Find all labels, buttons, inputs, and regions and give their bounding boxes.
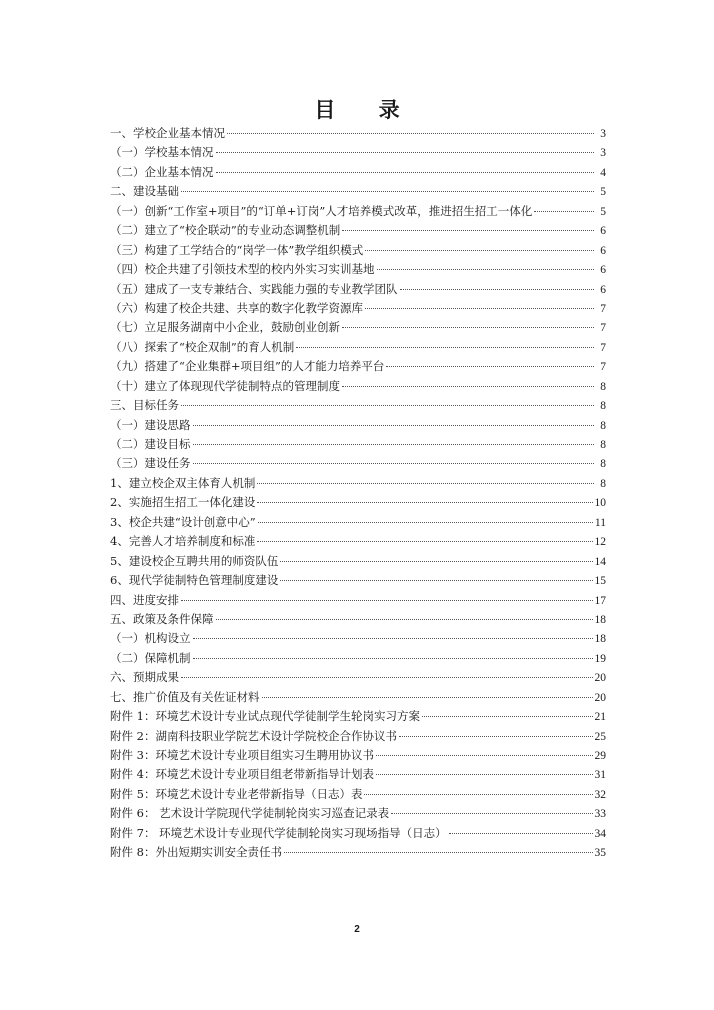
toc-entry-page: 15 — [594, 575, 606, 588]
toc-entry-page: 8 — [600, 400, 606, 413]
toc-entry-page: 7 — [600, 322, 606, 335]
toc-entry-page: 6 — [600, 283, 606, 296]
toc-leader-dots — [181, 677, 593, 678]
toc-entry-page: 3 — [600, 128, 606, 140]
toc-entry-label: 附件 2：湖南科技职业学院艺术设计学院校企合作协议书 — [110, 728, 397, 743]
toc-entry[interactable] — [110, 649, 606, 668]
toc-entry-page: 4 — [600, 166, 606, 179]
toc-leader-dots — [181, 405, 594, 406]
toc-leader-dots — [365, 308, 594, 309]
toc-leader-dots — [227, 133, 594, 134]
toc-entry[interactable] — [110, 124, 606, 143]
toc-entry-page: 7 — [600, 302, 606, 315]
toc-entry-page: 8 — [600, 458, 606, 471]
toc-leader-dots — [449, 833, 593, 834]
toc-entry-label: （二）保障机制 — [110, 650, 191, 665]
toc-entry-page: 32 — [594, 788, 606, 801]
toc-entry-page: 6 — [600, 225, 606, 238]
toc-entry-page: 18 — [594, 633, 606, 646]
toc-entry[interactable] — [110, 591, 606, 610]
toc-entry-page: 6 — [600, 244, 606, 257]
toc-entry[interactable] — [110, 318, 606, 337]
toc-title: 目 录 — [314, 98, 418, 122]
toc-entry-page: 8 — [600, 477, 606, 490]
toc-entry-page: 35 — [594, 847, 606, 860]
toc-entry-label: 附件 6： 艺术设计学院现代学徒制轮岗实习巡查记录表 — [110, 806, 390, 821]
toc-leader-dots — [257, 483, 594, 484]
toc-entry[interactable] — [110, 824, 606, 843]
toc-entry-page: 34 — [594, 827, 606, 840]
toc-leader-dots — [386, 366, 594, 367]
toc-entry[interactable] — [110, 221, 606, 240]
toc-entry-label: （四）校企共建了引领技术型的校内外实习实训基地 — [110, 262, 375, 277]
toc-leader-dots — [193, 658, 593, 659]
table-of-contents — [110, 124, 606, 863]
toc-entry-page: 3 — [600, 147, 606, 160]
toc-entry-label: 五、政策及条件保障 — [110, 611, 214, 626]
toc-entry[interactable] — [110, 843, 606, 862]
toc-leader-dots — [391, 813, 592, 814]
toc-leader-dots — [181, 191, 594, 192]
toc-leader-dots — [364, 794, 592, 795]
toc-entry-page: 7 — [600, 341, 606, 354]
toc-entry-label: 附件 7： 环境艺术设计专业现代学徒制轮岗实习现场指导（日志） — [110, 825, 447, 840]
toc-leader-dots — [193, 463, 595, 464]
toc-entry-label: 附件 5：环境艺术设计专业老带新指导（日志）表 — [110, 786, 363, 801]
toc-entry-page: 19 — [594, 652, 606, 665]
toc-entry-page: 25 — [594, 730, 606, 743]
toc-entry[interactable] — [110, 435, 606, 454]
toc-leader-dots — [534, 211, 594, 212]
toc-entry-page: 5 — [600, 186, 606, 199]
toc-leader-dots — [284, 852, 593, 853]
toc-entry[interactable] — [110, 357, 606, 376]
toc-entry[interactable] — [110, 688, 606, 707]
toc-leader-dots — [216, 172, 595, 173]
toc-entry[interactable] — [110, 299, 606, 318]
toc-entry-label: 3、校企共建“设计创意中心” — [110, 514, 256, 529]
toc-leader-dots — [376, 774, 593, 775]
toc-entry-label: （八）探索了“校企双制”的育人机制 — [110, 339, 295, 354]
toc-entry[interactable] — [110, 493, 606, 512]
toc-entry-label: （一）学校基本情况 — [110, 145, 214, 160]
toc-entry-page: 7 — [600, 361, 606, 374]
toc-leader-dots — [181, 600, 593, 601]
toc-entry[interactable] — [110, 202, 606, 221]
toc-entry-page: 6 — [600, 264, 606, 277]
toc-leader-dots — [400, 289, 595, 290]
toc-entry[interactable] — [110, 338, 606, 357]
toc-entry-page: 8 — [600, 380, 606, 393]
toc-entry[interactable] — [110, 629, 606, 648]
toc-leader-dots — [262, 697, 593, 698]
toc-entry-page: 12 — [594, 536, 606, 549]
toc-entry-label: （九）搭建了“企业集群+项目组”的人才能力培养平台 — [110, 359, 385, 374]
toc-leader-dots — [342, 327, 594, 328]
toc-entry[interactable] — [110, 241, 606, 260]
toc-leader-dots — [377, 269, 595, 270]
toc-entry-page: 5 — [600, 205, 606, 218]
toc-entry-page: 8 — [600, 439, 606, 451]
toc-entry[interactable] — [110, 610, 606, 629]
toc-entry[interactable] — [110, 571, 606, 590]
toc-entry-label: 2、实施招生招工一体化建设 — [110, 495, 256, 510]
toc-entry-label: （二）企业基本情况 — [110, 164, 214, 179]
toc-leader-dots — [365, 250, 594, 251]
toc-entry[interactable] — [110, 280, 606, 299]
page-number: 2 — [354, 924, 360, 935]
toc-entry[interactable] — [110, 416, 606, 435]
toc-entry-page: 14 — [594, 555, 606, 568]
toc-entry-label: 六、预期成果 — [110, 670, 179, 685]
toc-entry-label: 附件 8：外出短期实训安全责任书 — [110, 845, 282, 860]
toc-leader-dots — [258, 522, 593, 523]
toc-entry-page: 18 — [594, 613, 606, 626]
toc-entry-label: 附件 1：环境艺术设计专业试点现代学徒制学生轮岗实习方案 — [110, 709, 420, 724]
toc-leader-dots — [193, 425, 595, 426]
toc-entry-label: 二、建设基础 — [110, 184, 179, 199]
toc-leader-dots — [280, 580, 592, 581]
toc-leader-dots — [376, 755, 593, 756]
toc-leader-dots — [342, 230, 594, 231]
toc-entry-page: 20 — [594, 691, 606, 704]
toc-entry[interactable] — [110, 668, 606, 687]
toc-entry[interactable] — [110, 532, 606, 551]
toc-leader-dots — [399, 736, 593, 737]
toc-entry-label: 附件 4：环境艺术设计专业项目组老带新指导计划表 — [110, 767, 374, 782]
toc-entry[interactable] — [110, 260, 606, 279]
toc-leader-dots — [280, 561, 592, 562]
toc-entry-label: 三、目标任务 — [110, 398, 179, 413]
toc-entry-label: （十）建立了体现现代学徒制特点的管理制度 — [110, 378, 340, 393]
toc-entry-label: （五）建成了一支专兼结合、实践能力强的专业教学团队 — [110, 281, 398, 296]
toc-entry-page: 29 — [594, 750, 606, 762]
toc-entry-label: 5、建设校企互聘共用的师资队伍 — [110, 553, 279, 568]
toc-entry[interactable] — [110, 474, 606, 493]
toc-leader-dots — [216, 619, 593, 620]
toc-entry[interactable] — [110, 454, 606, 473]
toc-entry-label: 附件 3：环境艺术设计专业项目组实习生聘用协议书 — [110, 748, 374, 762]
toc-entry-label: 6、现代学徒制特色管理制度建设 — [110, 573, 279, 588]
toc-entry-page: 21 — [594, 711, 606, 724]
toc-leader-dots — [422, 716, 593, 717]
toc-entry[interactable] — [110, 785, 606, 804]
toc-entry-page: 31 — [594, 769, 606, 782]
toc-entry[interactable] — [110, 377, 606, 396]
toc-entry[interactable] — [110, 765, 606, 784]
toc-leader-dots — [193, 444, 595, 445]
toc-entry-label: 七、推广价值及有关佐证材料 — [110, 689, 260, 704]
toc-entry-label: 一、学校企业基本情况 — [110, 126, 225, 140]
toc-entry-label: （二）建设目标 — [110, 437, 191, 451]
toc-entry[interactable] — [110, 163, 606, 182]
toc-entry[interactable] — [110, 707, 606, 726]
toc-entry-label: （六）构建了校企共建、共享的数字化教学资源库 — [110, 300, 363, 315]
toc-entry-label: （一）建设思路 — [110, 417, 191, 432]
toc-leader-dots — [193, 638, 593, 639]
toc-entry-label: （二）建立了“校企联动”的专业动态调整机制 — [110, 223, 341, 238]
toc-entry[interactable] — [110, 143, 606, 162]
toc-leader-dots — [296, 347, 594, 348]
toc-entry-label: （三）建设任务 — [110, 456, 191, 471]
toc-entry-label: （一）创新“工作室+项目”的“订单+订岗”人才培养模式改革，推进招生招工一体化 — [110, 203, 533, 218]
toc-entry-label: 4、完善人才培养制度和标准 — [110, 534, 256, 549]
toc-entry[interactable] — [110, 746, 606, 765]
toc-leader-dots — [216, 152, 595, 153]
toc-entry[interactable] — [110, 396, 606, 415]
toc-leader-dots — [257, 541, 592, 542]
toc-entry-label: （七）立足服务湖南中小企业，鼓励创业创新 — [110, 320, 340, 335]
toc-entry[interactable] — [110, 513, 606, 532]
toc-entry[interactable] — [110, 552, 606, 571]
toc-entry-page: 20 — [594, 672, 606, 685]
toc-entry[interactable] — [110, 182, 606, 201]
toc-entry[interactable] — [110, 804, 606, 823]
toc-entry-label: （三）构建了工学结合的“岗学一体”教学组织模式 — [110, 242, 364, 257]
toc-entry-page: 11 — [594, 516, 606, 529]
toc-leader-dots — [257, 502, 592, 503]
toc-entry-page: 33 — [594, 808, 606, 821]
toc-entry-label: 1、建立校企双主体育人机制 — [110, 475, 256, 490]
toc-entry-page: 17 — [594, 594, 606, 607]
toc-leader-dots — [342, 386, 594, 387]
toc-entry-label: （一）机构设立 — [110, 631, 191, 646]
toc-entry-label: 四、进度安排 — [110, 592, 179, 607]
toc-entry[interactable] — [110, 727, 606, 746]
toc-entry-page: 10 — [594, 497, 606, 510]
toc-entry-page: 8 — [600, 419, 606, 432]
